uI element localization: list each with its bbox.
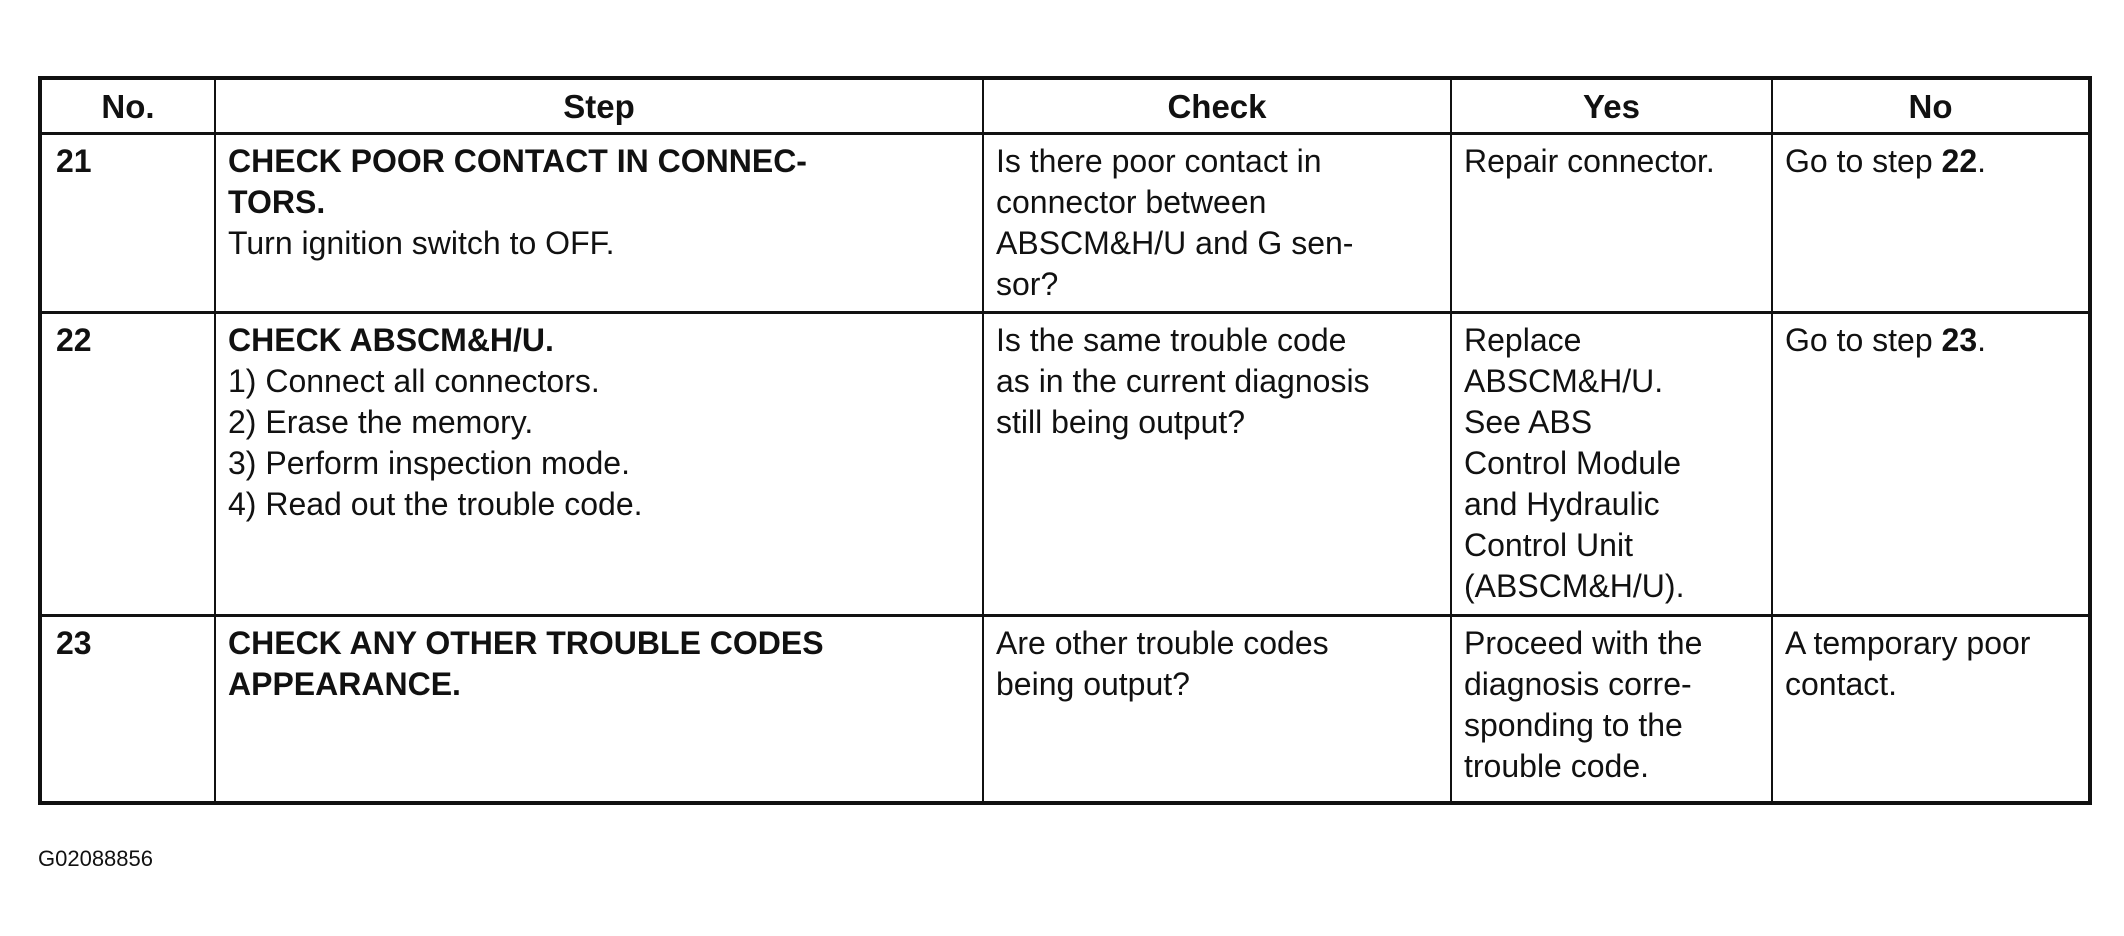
check-line: Is there poor contact in (996, 143, 1322, 179)
no-prefix: Go to step (1785, 322, 1942, 358)
step-title-line: TORS. (228, 184, 326, 220)
no-line: contact. (1785, 666, 1898, 702)
check-cell (983, 313, 1451, 616)
check-line: Is the same trouble code (996, 322, 1347, 358)
table-row (40, 134, 2090, 313)
yes-line: and Hydraulic (1464, 486, 1660, 522)
yes-cell (1451, 134, 1772, 313)
header-no-result: No (1772, 78, 2090, 134)
no-cell (1772, 616, 2090, 804)
yes-line: Replace (1464, 322, 1582, 358)
table-header-row (40, 78, 2090, 134)
step-instruction: 1) Connect all connectors. (228, 363, 600, 399)
step-title-line: APPEARANCE. (228, 666, 461, 702)
diagnostic-table (38, 76, 2092, 805)
check-line: Are other trouble codes (996, 625, 1329, 661)
step-instruction: 4) Read out the trouble code. (228, 486, 643, 522)
yes-cell (1451, 616, 1772, 804)
check-cell (983, 134, 1451, 313)
yes-line: (ABSCM&H/U). (1464, 568, 1685, 604)
step-title-line: CHECK ANY OTHER TROUBLE CODES (228, 625, 824, 661)
yes-line: sponding to the (1464, 707, 1683, 743)
yes-line: Repair connector. (1464, 143, 1715, 179)
yes-line: ABSCM&H/U. (1464, 363, 1664, 399)
yes-line: Control Module (1464, 445, 1681, 481)
check-line: being output? (996, 666, 1190, 702)
yes-cell (1451, 313, 1772, 616)
check-line: ABSCM&H/U and G sen- (996, 225, 1354, 261)
header-yes: Yes (1451, 78, 1772, 134)
no-cell (1772, 313, 2090, 616)
no-suffix: . (1977, 322, 1987, 358)
step-number: 22 (40, 313, 215, 616)
no-line: A temporary poor (1785, 625, 2031, 661)
check-line: connector between (996, 184, 1267, 220)
check-cell (983, 616, 1451, 804)
no-suffix: . (1977, 143, 1987, 179)
step-instruction: 2) Erase the memory. (228, 404, 534, 440)
yes-line: trouble code. (1464, 748, 1650, 784)
figure-id: G02088856 (38, 846, 153, 871)
no-cell (1772, 134, 2090, 313)
goto-step-number: 23 (1941, 322, 1978, 358)
table-row (40, 616, 2090, 804)
table-row (40, 313, 2090, 616)
diagnostic-table-wrapper (38, 76, 2088, 805)
header-no: No. (40, 78, 215, 134)
check-line: sor? (996, 266, 1059, 302)
step-instruction: Turn ignition switch to OFF. (228, 225, 615, 261)
step-title-line: CHECK POOR CONTACT IN CONNEC- (228, 143, 807, 179)
goto-step-number: 22 (1941, 143, 1978, 179)
header-step: Step (215, 78, 983, 134)
step-cell (215, 313, 983, 616)
check-line: as in the current diagnosis (996, 363, 1370, 399)
no-prefix: Go to step (1785, 143, 1942, 179)
yes-line: See ABS (1464, 404, 1593, 440)
step-number: 21 (40, 134, 215, 313)
step-cell (215, 616, 983, 804)
step-cell (215, 134, 983, 313)
step-instruction: 3) Perform inspection mode. (228, 445, 630, 481)
yes-line: Control Unit (1464, 527, 1633, 563)
header-check: Check (983, 78, 1451, 134)
step-number: 23 (40, 616, 215, 804)
yes-line: Proceed with the (1464, 625, 1703, 661)
check-line: still being output? (996, 404, 1246, 440)
step-title-line: CHECK ABSCM&H/U. (228, 322, 554, 358)
yes-line: diagnosis corre- (1464, 666, 1692, 702)
